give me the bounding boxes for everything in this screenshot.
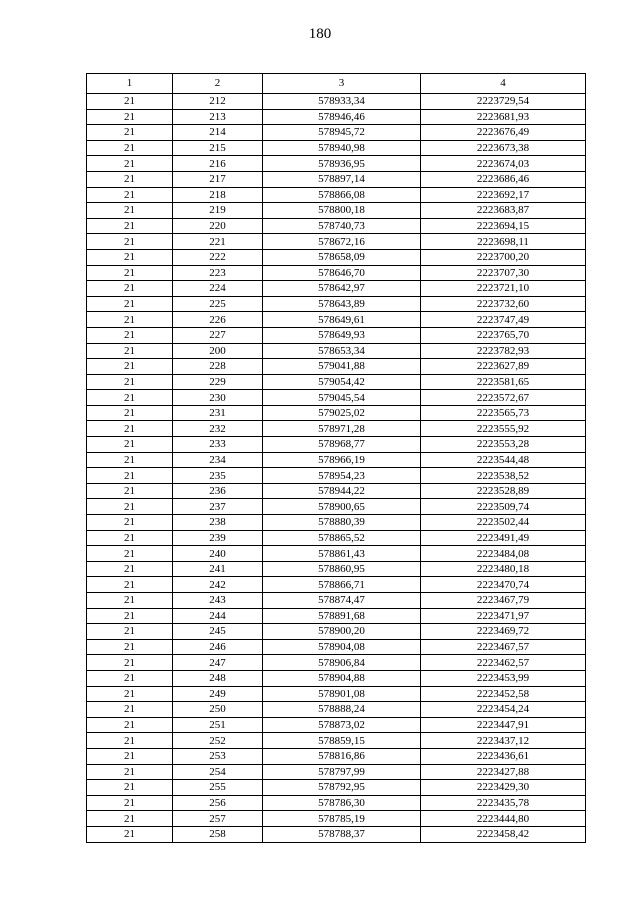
point-number-cell: 224 xyxy=(173,281,263,297)
table-row xyxy=(87,203,586,219)
point-number-cell: 245 xyxy=(173,624,263,640)
table-row xyxy=(87,608,586,624)
y-coordinate-cell: 2223544,48 xyxy=(421,452,586,468)
x-coordinate-cell: 578945,72 xyxy=(263,125,421,141)
table-row xyxy=(87,109,586,125)
point-number-cell: 251 xyxy=(173,717,263,733)
point-number-cell: 216 xyxy=(173,156,263,172)
y-coordinate-cell: 2223484,08 xyxy=(421,546,586,562)
y-coordinate-cell: 2223467,57 xyxy=(421,639,586,655)
y-coordinate-cell: 2223565,73 xyxy=(421,405,586,421)
x-coordinate-cell: 578971,28 xyxy=(263,421,421,437)
x-coordinate-cell: 578658,09 xyxy=(263,249,421,265)
point-number-cell: 212 xyxy=(173,94,263,110)
point-number-cell: 248 xyxy=(173,670,263,686)
zone-cell: 21 xyxy=(87,546,173,562)
table-row xyxy=(87,343,586,359)
point-number-cell: 240 xyxy=(173,546,263,562)
zone-cell: 21 xyxy=(87,125,173,141)
y-coordinate-cell: 2223681,93 xyxy=(421,109,586,125)
table-row xyxy=(87,530,586,546)
y-coordinate-cell: 2223683,87 xyxy=(421,203,586,219)
zone-cell: 21 xyxy=(87,140,173,156)
table-row xyxy=(87,234,586,250)
y-coordinate-cell: 2223729,54 xyxy=(421,94,586,110)
y-coordinate-cell: 2223467,79 xyxy=(421,593,586,609)
table-row xyxy=(87,826,586,842)
table-row xyxy=(87,670,586,686)
x-coordinate-cell: 578940,98 xyxy=(263,140,421,156)
point-number-cell: 255 xyxy=(173,780,263,796)
zone-cell: 21 xyxy=(87,515,173,531)
point-number-cell: 237 xyxy=(173,499,263,515)
y-coordinate-cell: 2223732,60 xyxy=(421,296,586,312)
point-number-cell: 254 xyxy=(173,764,263,780)
zone-cell: 21 xyxy=(87,437,173,453)
column-header-1: 1 xyxy=(87,74,173,94)
table-row xyxy=(87,156,586,172)
table-row xyxy=(87,94,586,110)
zone-cell: 21 xyxy=(87,109,173,125)
zone-cell: 21 xyxy=(87,499,173,515)
zone-cell: 21 xyxy=(87,94,173,110)
y-coordinate-cell: 2223427,88 xyxy=(421,764,586,780)
point-number-cell: 243 xyxy=(173,593,263,609)
y-coordinate-cell: 2223470,74 xyxy=(421,577,586,593)
x-coordinate-cell: 579045,54 xyxy=(263,390,421,406)
zone-cell: 21 xyxy=(87,764,173,780)
zone-cell: 21 xyxy=(87,811,173,827)
x-coordinate-cell: 578904,88 xyxy=(263,670,421,686)
table-header xyxy=(87,74,586,94)
table-row xyxy=(87,717,586,733)
zone-cell: 21 xyxy=(87,234,173,250)
zone-cell: 21 xyxy=(87,717,173,733)
y-coordinate-cell: 2223436,61 xyxy=(421,748,586,764)
table-row xyxy=(87,639,586,655)
x-coordinate-cell: 578866,08 xyxy=(263,187,421,203)
point-number-cell: 218 xyxy=(173,187,263,203)
table-row xyxy=(87,171,586,187)
point-number-cell: 234 xyxy=(173,452,263,468)
zone-cell: 21 xyxy=(87,639,173,655)
x-coordinate-cell: 578901,08 xyxy=(263,686,421,702)
zone-cell: 21 xyxy=(87,327,173,343)
point-number-cell: 252 xyxy=(173,733,263,749)
x-coordinate-cell: 578874,47 xyxy=(263,593,421,609)
table-row xyxy=(87,140,586,156)
table-row xyxy=(87,499,586,515)
y-coordinate-cell: 2223454,24 xyxy=(421,702,586,718)
table-row xyxy=(87,312,586,328)
zone-cell: 21 xyxy=(87,655,173,671)
table-row xyxy=(87,437,586,453)
table-row xyxy=(87,281,586,297)
zone-cell: 21 xyxy=(87,359,173,375)
column-header-4: 4 xyxy=(421,74,586,94)
zone-cell: 21 xyxy=(87,296,173,312)
point-number-cell: 228 xyxy=(173,359,263,375)
y-coordinate-cell: 2223435,78 xyxy=(421,795,586,811)
y-coordinate-cell: 2223447,91 xyxy=(421,717,586,733)
zone-cell: 21 xyxy=(87,405,173,421)
zone-cell: 21 xyxy=(87,483,173,499)
table-row xyxy=(87,265,586,281)
point-number-cell: 238 xyxy=(173,515,263,531)
x-coordinate-cell: 578880,39 xyxy=(263,515,421,531)
point-number-cell: 213 xyxy=(173,109,263,125)
zone-cell: 21 xyxy=(87,702,173,718)
table-row xyxy=(87,780,586,796)
point-number-cell: 220 xyxy=(173,218,263,234)
table-row xyxy=(87,733,586,749)
y-coordinate-cell: 2223700,20 xyxy=(421,249,586,265)
y-coordinate-cell: 2223698,11 xyxy=(421,234,586,250)
x-coordinate-cell: 578788,37 xyxy=(263,826,421,842)
x-coordinate-cell: 578900,65 xyxy=(263,499,421,515)
x-coordinate-cell: 578904,08 xyxy=(263,639,421,655)
x-coordinate-cell: 578954,23 xyxy=(263,468,421,484)
zone-cell: 21 xyxy=(87,608,173,624)
table-row xyxy=(87,686,586,702)
x-coordinate-cell: 579054,42 xyxy=(263,374,421,390)
point-number-cell: 232 xyxy=(173,421,263,437)
x-coordinate-cell: 578891,68 xyxy=(263,608,421,624)
point-number-cell: 214 xyxy=(173,125,263,141)
point-number-cell: 227 xyxy=(173,327,263,343)
x-coordinate-cell: 578897,14 xyxy=(263,171,421,187)
y-coordinate-cell: 2223444,80 xyxy=(421,811,586,827)
point-number-cell: 221 xyxy=(173,234,263,250)
zone-cell: 21 xyxy=(87,468,173,484)
table-row xyxy=(87,359,586,375)
y-coordinate-cell: 2223452,58 xyxy=(421,686,586,702)
point-number-cell: 247 xyxy=(173,655,263,671)
table-body xyxy=(87,94,586,843)
table-row xyxy=(87,327,586,343)
zone-cell: 21 xyxy=(87,561,173,577)
point-number-cell: 242 xyxy=(173,577,263,593)
x-coordinate-cell: 578785,19 xyxy=(263,811,421,827)
table-row xyxy=(87,702,586,718)
zone-cell: 21 xyxy=(87,171,173,187)
zone-cell: 21 xyxy=(87,187,173,203)
zone-cell: 21 xyxy=(87,795,173,811)
x-coordinate-cell: 578816,86 xyxy=(263,748,421,764)
table-row xyxy=(87,374,586,390)
x-coordinate-cell: 578797,99 xyxy=(263,764,421,780)
zone-cell: 21 xyxy=(87,733,173,749)
point-number-cell: 241 xyxy=(173,561,263,577)
table-row xyxy=(87,811,586,827)
y-coordinate-cell: 2223502,44 xyxy=(421,515,586,531)
table-row xyxy=(87,218,586,234)
y-coordinate-cell: 2223627,89 xyxy=(421,359,586,375)
point-number-cell: 226 xyxy=(173,312,263,328)
point-number-cell: 244 xyxy=(173,608,263,624)
zone-cell: 21 xyxy=(87,593,173,609)
x-coordinate-cell: 578933,34 xyxy=(263,94,421,110)
header-row xyxy=(87,74,586,94)
x-coordinate-cell: 578873,02 xyxy=(263,717,421,733)
y-coordinate-cell: 2223491,49 xyxy=(421,530,586,546)
table-row xyxy=(87,468,586,484)
point-number-cell: 258 xyxy=(173,826,263,842)
table-row xyxy=(87,748,586,764)
y-coordinate-cell: 2223673,38 xyxy=(421,140,586,156)
zone-cell: 21 xyxy=(87,748,173,764)
point-number-cell: 231 xyxy=(173,405,263,421)
point-number-cell: 249 xyxy=(173,686,263,702)
table-row xyxy=(87,390,586,406)
point-number-cell: 239 xyxy=(173,530,263,546)
x-coordinate-cell: 578643,89 xyxy=(263,296,421,312)
point-number-cell: 236 xyxy=(173,483,263,499)
zone-cell: 21 xyxy=(87,780,173,796)
table-row xyxy=(87,125,586,141)
x-coordinate-cell: 578861,43 xyxy=(263,546,421,562)
x-coordinate-cell: 578860,95 xyxy=(263,561,421,577)
y-coordinate-cell: 2223437,12 xyxy=(421,733,586,749)
table-row xyxy=(87,795,586,811)
y-coordinate-cell: 2223721,10 xyxy=(421,281,586,297)
zone-cell: 21 xyxy=(87,670,173,686)
x-coordinate-cell: 578642,97 xyxy=(263,281,421,297)
table-row xyxy=(87,515,586,531)
point-number-cell: 217 xyxy=(173,171,263,187)
zone-cell: 21 xyxy=(87,218,173,234)
point-number-cell: 215 xyxy=(173,140,263,156)
table-row xyxy=(87,187,586,203)
page-number: 180 xyxy=(308,26,332,42)
zone-cell: 21 xyxy=(87,452,173,468)
column-header-3: 3 xyxy=(263,74,421,94)
y-coordinate-cell: 2223707,30 xyxy=(421,265,586,281)
zone-cell: 21 xyxy=(87,530,173,546)
zone-cell: 21 xyxy=(87,826,173,842)
table-row xyxy=(87,546,586,562)
table-row xyxy=(87,577,586,593)
y-coordinate-cell: 2223538,52 xyxy=(421,468,586,484)
x-coordinate-cell: 578968,77 xyxy=(263,437,421,453)
table-row xyxy=(87,405,586,421)
point-number-cell: 246 xyxy=(173,639,263,655)
y-coordinate-cell: 2223453,99 xyxy=(421,670,586,686)
point-number-cell: 250 xyxy=(173,702,263,718)
x-coordinate-cell: 578906,84 xyxy=(263,655,421,671)
x-coordinate-cell: 578786,30 xyxy=(263,795,421,811)
y-coordinate-cell: 2223686,46 xyxy=(421,171,586,187)
zone-cell: 21 xyxy=(87,343,173,359)
table-row xyxy=(87,296,586,312)
x-coordinate-cell: 578966,19 xyxy=(263,452,421,468)
x-coordinate-cell: 578649,93 xyxy=(263,327,421,343)
table-row xyxy=(87,249,586,265)
coordinates-table xyxy=(86,73,586,843)
y-coordinate-cell: 2223692,17 xyxy=(421,187,586,203)
column-header-2: 2 xyxy=(173,74,263,94)
x-coordinate-cell: 578900,20 xyxy=(263,624,421,640)
x-coordinate-cell: 578946,46 xyxy=(263,109,421,125)
y-coordinate-cell: 2223471,97 xyxy=(421,608,586,624)
table-row xyxy=(87,655,586,671)
zone-cell: 21 xyxy=(87,624,173,640)
y-coordinate-cell: 2223462,57 xyxy=(421,655,586,671)
y-coordinate-cell: 2223694,15 xyxy=(421,218,586,234)
zone-cell: 21 xyxy=(87,686,173,702)
x-coordinate-cell: 578649,61 xyxy=(263,312,421,328)
y-coordinate-cell: 2223747,49 xyxy=(421,312,586,328)
point-number-cell: 222 xyxy=(173,249,263,265)
table-row xyxy=(87,561,586,577)
table-row xyxy=(87,452,586,468)
y-coordinate-cell: 2223676,49 xyxy=(421,125,586,141)
point-number-cell: 200 xyxy=(173,343,263,359)
y-coordinate-cell: 2223429,30 xyxy=(421,780,586,796)
point-number-cell: 230 xyxy=(173,390,263,406)
y-coordinate-cell: 2223581,65 xyxy=(421,374,586,390)
x-coordinate-cell: 578944,22 xyxy=(263,483,421,499)
x-coordinate-cell: 578866,71 xyxy=(263,577,421,593)
x-coordinate-cell: 578646,70 xyxy=(263,265,421,281)
zone-cell: 21 xyxy=(87,265,173,281)
point-number-cell: 256 xyxy=(173,795,263,811)
x-coordinate-cell: 578936,95 xyxy=(263,156,421,172)
x-coordinate-cell: 579041,88 xyxy=(263,359,421,375)
y-coordinate-cell: 2223509,74 xyxy=(421,499,586,515)
point-number-cell: 233 xyxy=(173,437,263,453)
table-row xyxy=(87,764,586,780)
point-number-cell: 235 xyxy=(173,468,263,484)
y-coordinate-cell: 2223555,92 xyxy=(421,421,586,437)
x-coordinate-cell: 578740,73 xyxy=(263,218,421,234)
point-number-cell: 229 xyxy=(173,374,263,390)
zone-cell: 21 xyxy=(87,156,173,172)
table-row xyxy=(87,421,586,437)
zone-cell: 21 xyxy=(87,390,173,406)
x-coordinate-cell: 578672,16 xyxy=(263,234,421,250)
y-coordinate-cell: 2223469,72 xyxy=(421,624,586,640)
x-coordinate-cell: 578792,95 xyxy=(263,780,421,796)
point-number-cell: 257 xyxy=(173,811,263,827)
y-coordinate-cell: 2223458,42 xyxy=(421,826,586,842)
y-coordinate-cell: 2223553,28 xyxy=(421,437,586,453)
x-coordinate-cell: 578888,24 xyxy=(263,702,421,718)
zone-cell: 21 xyxy=(87,203,173,219)
y-coordinate-cell: 2223674,03 xyxy=(421,156,586,172)
y-coordinate-cell: 2223572,67 xyxy=(421,390,586,406)
zone-cell: 21 xyxy=(87,312,173,328)
point-number-cell: 225 xyxy=(173,296,263,312)
zone-cell: 21 xyxy=(87,374,173,390)
x-coordinate-cell: 578865,52 xyxy=(263,530,421,546)
table-row xyxy=(87,483,586,499)
zone-cell: 21 xyxy=(87,281,173,297)
table-row xyxy=(87,624,586,640)
zone-cell: 21 xyxy=(87,249,173,265)
zone-cell: 21 xyxy=(87,421,173,437)
point-number-cell: 223 xyxy=(173,265,263,281)
y-coordinate-cell: 2223782,93 xyxy=(421,343,586,359)
x-coordinate-cell: 578800,18 xyxy=(263,203,421,219)
x-coordinate-cell: 578859,15 xyxy=(263,733,421,749)
y-coordinate-cell: 2223765,70 xyxy=(421,327,586,343)
x-coordinate-cell: 578653,34 xyxy=(263,343,421,359)
point-number-cell: 219 xyxy=(173,203,263,219)
point-number-cell: 253 xyxy=(173,748,263,764)
table-row xyxy=(87,593,586,609)
x-coordinate-cell: 579025,02 xyxy=(263,405,421,421)
y-coordinate-cell: 2223528,89 xyxy=(421,483,586,499)
y-coordinate-cell: 2223480,18 xyxy=(421,561,586,577)
zone-cell: 21 xyxy=(87,577,173,593)
